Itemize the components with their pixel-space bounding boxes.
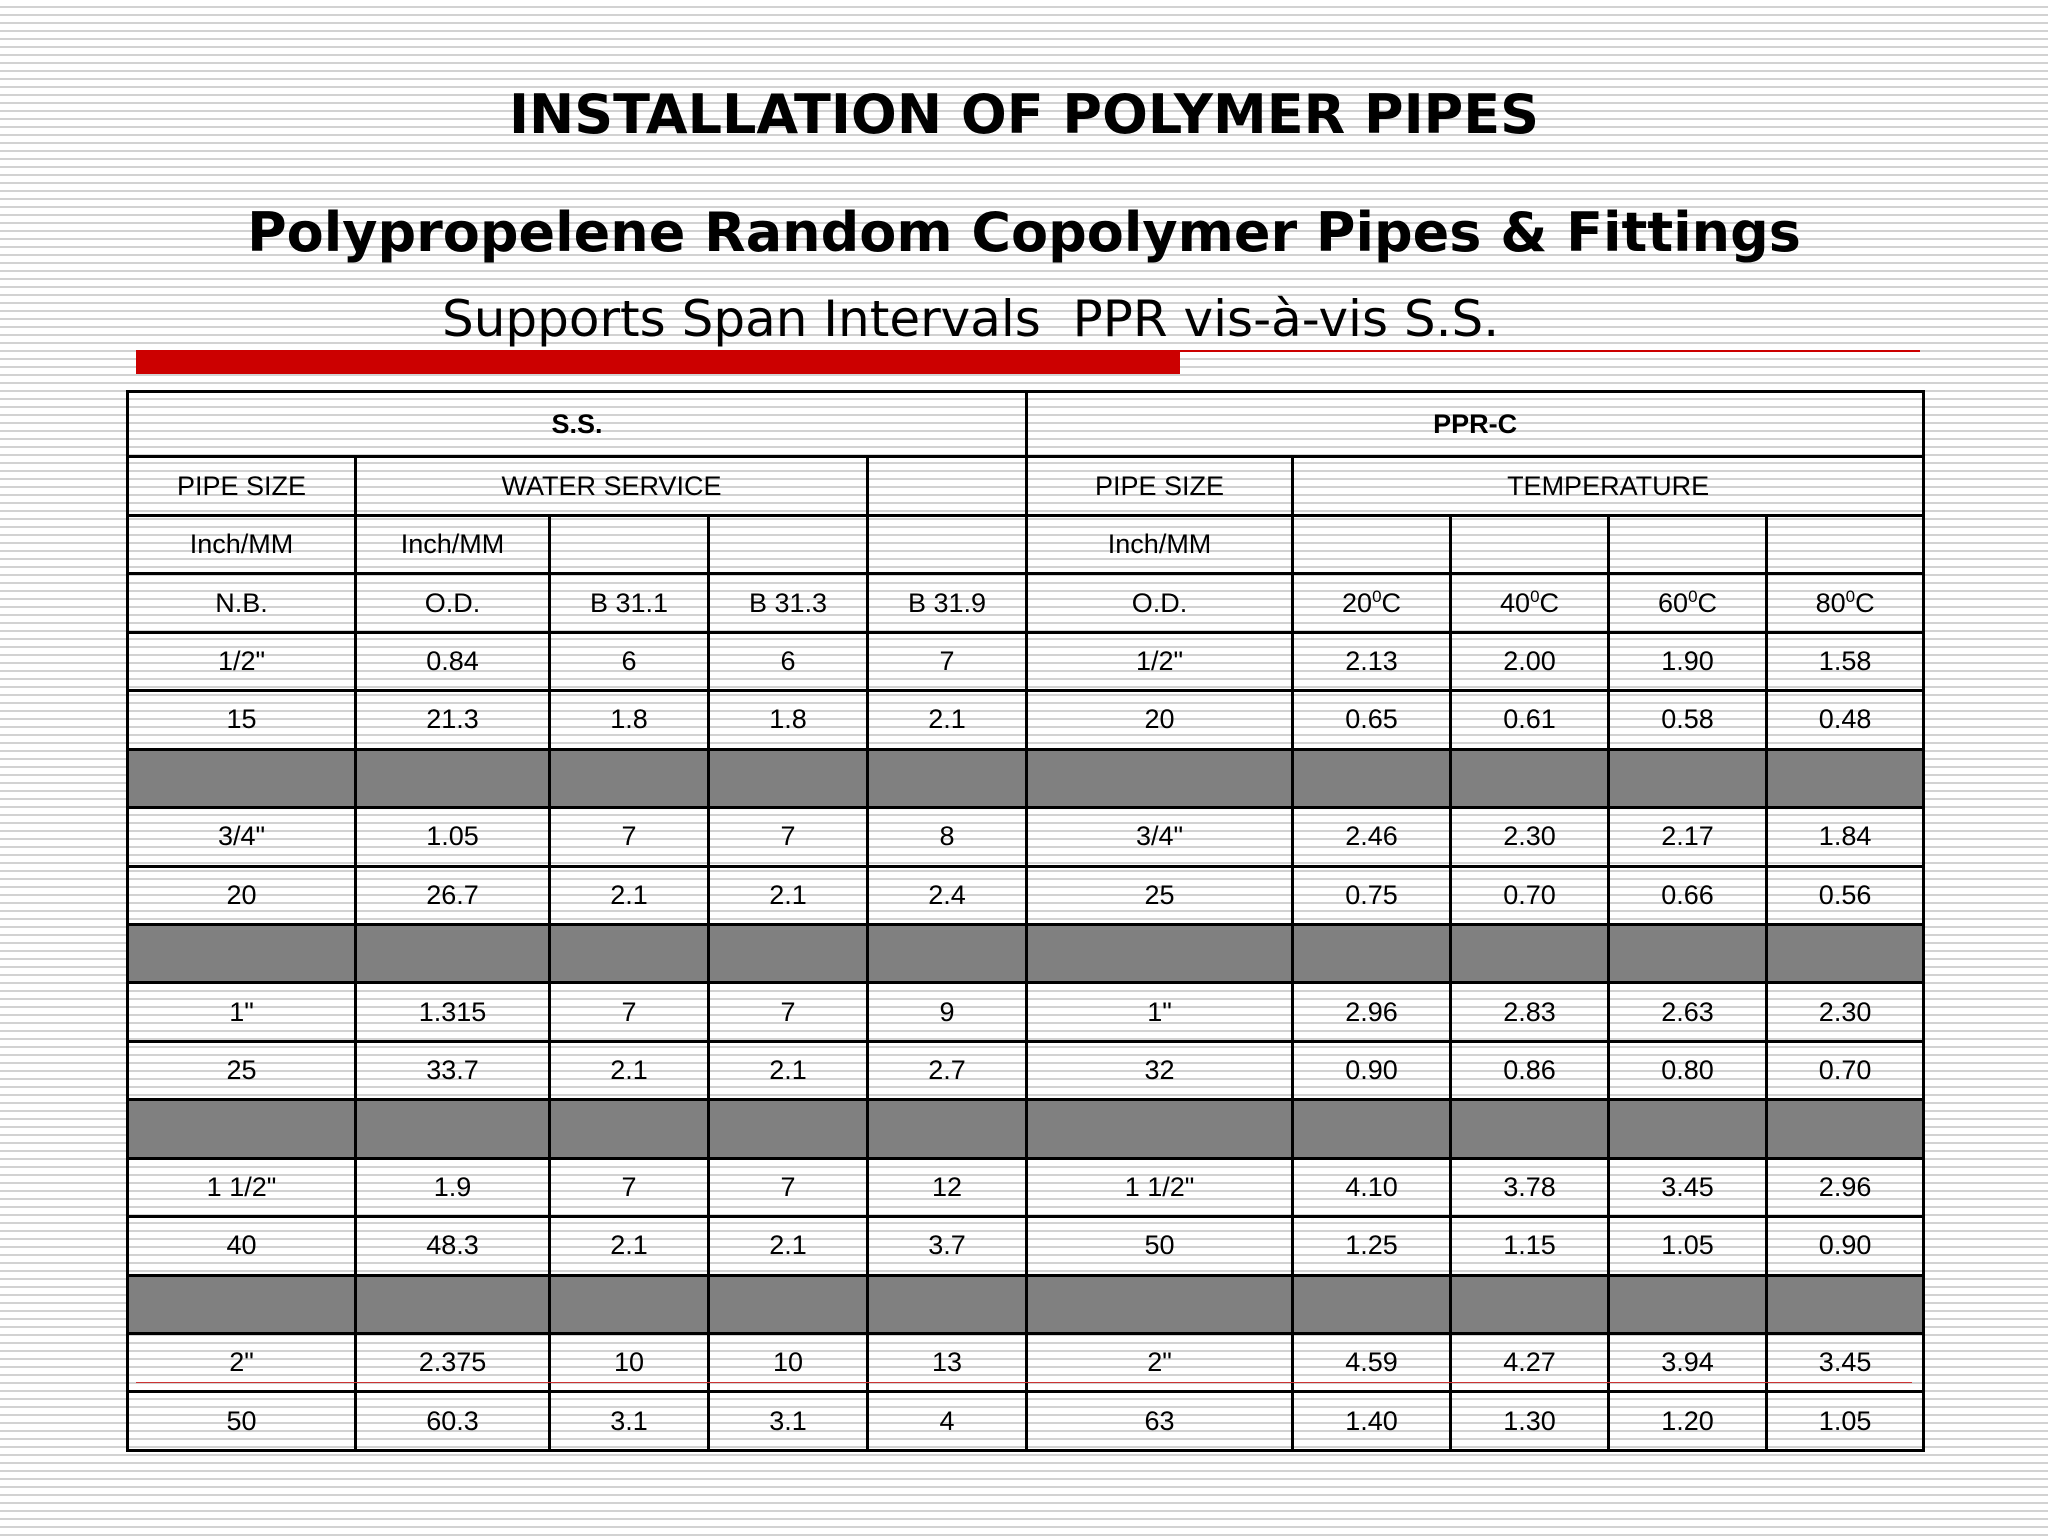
- table-caption: Supports Span Intervals PPR vis-à-vis S.S.: [442, 290, 1500, 348]
- subheader-row: [128, 457, 1924, 515]
- table-cell: 2.1: [868, 691, 1027, 749]
- unit-ss-pipe: Inch/MM: [128, 515, 356, 573]
- separator-cell: [868, 924, 1027, 982]
- table-cell: 1/2": [128, 632, 356, 690]
- table-cell: 6: [709, 632, 868, 690]
- unit-empty: [1609, 515, 1767, 573]
- table-cell: 2.1: [709, 1041, 868, 1099]
- table-cell: 3/4": [128, 808, 356, 866]
- table-cell: 0.66: [1609, 866, 1767, 924]
- table-cell: 7: [709, 808, 868, 866]
- column-header-row: [128, 574, 1924, 632]
- table-cell: 12: [868, 1158, 1027, 1216]
- table-cell: 1 1/2": [1027, 1158, 1293, 1216]
- table-cell: 1.20: [1609, 1392, 1767, 1451]
- separator-cell: [1451, 924, 1609, 982]
- group-header-ss: S.S.: [128, 392, 1027, 457]
- table-cell: 2.4: [868, 866, 1027, 924]
- table-cell: 3.1: [550, 1392, 709, 1451]
- separator-row: [128, 1275, 1924, 1333]
- table-cell: 3.94: [1609, 1334, 1767, 1392]
- separator-cell: [1451, 749, 1609, 807]
- table-cell: 60.3: [356, 1392, 550, 1451]
- separator-cell: [709, 1100, 868, 1158]
- separator-cell: [1451, 1275, 1609, 1333]
- table-cell: 2.13: [1293, 632, 1451, 690]
- table-cell: 0.86: [1451, 1041, 1609, 1099]
- separator-cell: [550, 1275, 709, 1333]
- table-cell: 2.83: [1451, 983, 1609, 1041]
- table-row: [128, 808, 1924, 866]
- table-cell: 0.48: [1767, 691, 1924, 749]
- temp-unit: C: [1855, 588, 1875, 619]
- table-cell: 48.3: [356, 1217, 550, 1275]
- table-cell: 1.40: [1293, 1392, 1451, 1451]
- column-header: B 31.3: [709, 574, 868, 632]
- table-cell: 2": [128, 1334, 356, 1392]
- table-cell: 0.90: [1767, 1217, 1924, 1275]
- table-cell: 4.59: [1293, 1334, 1451, 1392]
- table-cell: 2.96: [1293, 983, 1451, 1041]
- separator-cell: [868, 749, 1027, 807]
- temp-value: 40: [1500, 588, 1531, 619]
- accent-bar: [136, 350, 1180, 374]
- table-cell: 50: [128, 1392, 356, 1451]
- table-cell: 1.25: [1293, 1217, 1451, 1275]
- table-cell: 9: [868, 983, 1027, 1041]
- table-cell: 3.45: [1767, 1334, 1924, 1392]
- table-cell: 2.96: [1767, 1158, 1924, 1216]
- separator-cell: [1027, 1100, 1293, 1158]
- separator-cell: [1293, 1100, 1451, 1158]
- unit-empty: [868, 515, 1027, 573]
- separator-cell: [868, 1100, 1027, 1158]
- table-cell: 25: [128, 1041, 356, 1099]
- table-cell: 10: [550, 1334, 709, 1392]
- separator-cell: [1767, 749, 1924, 807]
- temp-value: 20: [1342, 588, 1373, 619]
- separator-cell: [128, 749, 356, 807]
- table-cell: 25: [1027, 866, 1293, 924]
- table-cell: 10: [709, 1334, 868, 1392]
- table-row: [128, 866, 1924, 924]
- table-cell: 50: [1027, 1217, 1293, 1275]
- column-header-temp: [1767, 574, 1924, 632]
- table-cell: 3.7: [868, 1217, 1027, 1275]
- separator-cell: [1767, 924, 1924, 982]
- separator-row: [128, 924, 1924, 982]
- separator-cell: [709, 1275, 868, 1333]
- table-cell: 4: [868, 1392, 1027, 1451]
- table-cell: 1.315: [356, 983, 550, 1041]
- column-header-temp: [1451, 574, 1609, 632]
- header-temperature: TEMPERATURE: [1293, 457, 1924, 515]
- separator-cell: [868, 1275, 1027, 1333]
- table-cell: 0.90: [1293, 1041, 1451, 1099]
- table-cell: 1 1/2": [128, 1158, 356, 1216]
- separator-cell: [1027, 1275, 1293, 1333]
- table-cell: 2.00: [1451, 632, 1609, 690]
- table-cell: 2.30: [1767, 983, 1924, 1041]
- table-cell: 2.1: [550, 1217, 709, 1275]
- table-row: [128, 1041, 1924, 1099]
- column-header: B 31.9: [868, 574, 1027, 632]
- table-cell: 7: [709, 1158, 868, 1216]
- table-row: [128, 1334, 1924, 1392]
- table-cell: 7: [550, 1158, 709, 1216]
- table-cell: 2.375: [356, 1334, 550, 1392]
- table-cell: 7: [709, 983, 868, 1041]
- table-cell: 0.80: [1609, 1041, 1767, 1099]
- unit-ppr-pipe: Inch/MM: [1027, 515, 1293, 573]
- table-cell: 1/2": [1027, 632, 1293, 690]
- table-row: [128, 1158, 1924, 1216]
- separator-cell: [1767, 1275, 1924, 1333]
- separator-cell: [1451, 1100, 1609, 1158]
- table-row: [128, 632, 1924, 690]
- header-ss-pipe-size: PIPE SIZE: [128, 457, 356, 515]
- separator-cell: [1609, 1275, 1767, 1333]
- page-title: INSTALLATION OF POLYMER PIPES: [508, 83, 1540, 146]
- separator-cell: [550, 924, 709, 982]
- column-header: N.B.: [128, 574, 356, 632]
- table-cell: 8: [868, 808, 1027, 866]
- accent-line: [1180, 350, 1920, 352]
- unit-empty: [1451, 515, 1609, 573]
- table-cell: 0.75: [1293, 866, 1451, 924]
- table-body: [128, 392, 1924, 1451]
- separator-cell: [1027, 749, 1293, 807]
- degree-mark: 0: [1372, 587, 1382, 607]
- table-cell: 1.05: [1609, 1217, 1767, 1275]
- table-cell: 1": [128, 983, 356, 1041]
- separator-cell: [128, 1100, 356, 1158]
- temp-unit: C: [1381, 588, 1402, 619]
- column-header-temp: [1293, 574, 1451, 632]
- separator-cell: [1767, 1100, 1924, 1158]
- header-ppr-pipe-size: PIPE SIZE: [1027, 457, 1293, 515]
- table-cell: 15: [128, 691, 356, 749]
- table-cell: 0.70: [1767, 1041, 1924, 1099]
- unit-empty: [1767, 515, 1924, 573]
- degree-mark: 0: [1845, 587, 1856, 607]
- table-cell: 7: [868, 632, 1027, 690]
- column-header: O.D.: [1027, 574, 1293, 632]
- table-cell: 1.9: [356, 1158, 550, 1216]
- table-cell: 2.1: [709, 866, 868, 924]
- table-cell: 3.78: [1451, 1158, 1609, 1216]
- separator-row: [128, 749, 1924, 807]
- separator-cell: [356, 924, 550, 982]
- table-cell: 3/4": [1027, 808, 1293, 866]
- table-cell: 0.58: [1609, 691, 1767, 749]
- table-row: [128, 691, 1924, 749]
- temp-value: 80: [1815, 588, 1846, 619]
- separator-cell: [356, 1275, 550, 1333]
- separator-cell: [1293, 749, 1451, 807]
- separator-cell: [1027, 924, 1293, 982]
- unit-row: [128, 515, 1924, 573]
- separator-cell: [550, 749, 709, 807]
- table-cell: 1.84: [1767, 808, 1924, 866]
- header-empty: [868, 457, 1027, 515]
- table-cell: 63: [1027, 1392, 1293, 1451]
- separator-cell: [1609, 924, 1767, 982]
- separator-cell: [709, 749, 868, 807]
- temp-value: 60: [1658, 588, 1689, 619]
- table-cell: 3.1: [709, 1392, 868, 1451]
- table-cell: 3.45: [1609, 1158, 1767, 1216]
- table-cell: 0.65: [1293, 691, 1451, 749]
- separator-cell: [356, 1100, 550, 1158]
- temp-unit: C: [1539, 588, 1560, 619]
- table-cell: 4.27: [1451, 1334, 1609, 1392]
- page-subtitle: Polypropelene Random Copolymer Pipes & Fittings: [247, 201, 1801, 264]
- table-row: [128, 983, 1924, 1041]
- table-cell: 0.61: [1451, 691, 1609, 749]
- degree-mark: 0: [1530, 587, 1540, 607]
- table-cell: 40: [128, 1217, 356, 1275]
- table-cell: 20: [1027, 691, 1293, 749]
- table-cell: 2.63: [1609, 983, 1767, 1041]
- table-cell: 1.90: [1609, 632, 1767, 690]
- thin-red-rule: [136, 1382, 1912, 1383]
- column-header: B 31.1: [550, 574, 709, 632]
- table-cell: 1": [1027, 983, 1293, 1041]
- table-cell: 1.8: [709, 691, 868, 749]
- span-table-container: [126, 390, 1922, 1452]
- column-header: O.D.: [356, 574, 550, 632]
- span-table: [126, 390, 1925, 1452]
- degree-mark: 0: [1688, 587, 1698, 607]
- separator-cell: [550, 1100, 709, 1158]
- temp-unit: C: [1697, 588, 1718, 619]
- table-cell: 1.05: [356, 808, 550, 866]
- table-cell: 1.8: [550, 691, 709, 749]
- table-cell: 1.58: [1767, 632, 1924, 690]
- table-cell: 2.1: [550, 1041, 709, 1099]
- group-header-row: [128, 392, 1924, 457]
- separator-cell: [356, 749, 550, 807]
- group-header-ppr: PPR-C: [1027, 392, 1924, 457]
- unit-empty: [1293, 515, 1451, 573]
- table-cell: 4.10: [1293, 1158, 1451, 1216]
- column-header-temp: [1609, 574, 1767, 632]
- table-cell: 0.56: [1767, 866, 1924, 924]
- table-cell: 6: [550, 632, 709, 690]
- table-cell: 21.3: [356, 691, 550, 749]
- table-cell: 2.1: [709, 1217, 868, 1275]
- separator-cell: [1293, 1275, 1451, 1333]
- unit-empty: [550, 515, 709, 573]
- table-cell: 0.70: [1451, 866, 1609, 924]
- table-cell: 33.7: [356, 1041, 550, 1099]
- separator-cell: [709, 924, 868, 982]
- header-water-service: WATER SERVICE: [356, 457, 868, 515]
- separator-cell: [1609, 1100, 1767, 1158]
- table-cell: 2.7: [868, 1041, 1027, 1099]
- separator-cell: [128, 1275, 356, 1333]
- table-cell: 26.7: [356, 866, 550, 924]
- table-cell: 32: [1027, 1041, 1293, 1099]
- table-cell: 1.05: [1767, 1392, 1924, 1451]
- separator-cell: [128, 924, 356, 982]
- table-cell: 7: [550, 983, 709, 1041]
- table-cell: 2.1: [550, 866, 709, 924]
- table-cell: 2": [1027, 1334, 1293, 1392]
- separator-row: [128, 1100, 1924, 1158]
- separator-cell: [1609, 749, 1767, 807]
- table-cell: 1.30: [1451, 1392, 1609, 1451]
- table-cell: 7: [550, 808, 709, 866]
- separator-cell: [1293, 924, 1451, 982]
- table-row: [128, 1217, 1924, 1275]
- table-cell: 13: [868, 1334, 1027, 1392]
- table-cell: 2.30: [1451, 808, 1609, 866]
- table-cell: 0.84: [356, 632, 550, 690]
- table-cell: 2.46: [1293, 808, 1451, 866]
- unit-empty: [709, 515, 868, 573]
- table-cell: 20: [128, 866, 356, 924]
- table-cell: 1.15: [1451, 1217, 1609, 1275]
- table-cell: 2.17: [1609, 808, 1767, 866]
- table-row: [128, 1392, 1924, 1451]
- unit-od: Inch/MM: [356, 515, 550, 573]
